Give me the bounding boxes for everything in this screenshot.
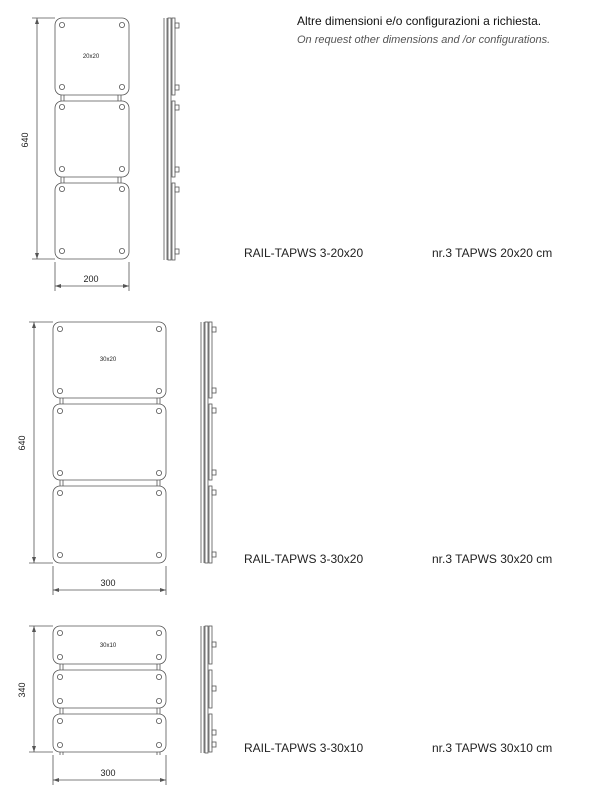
width-dimension-label: 300 — [100, 768, 116, 778]
product-description: nr.3 TAPWS 30x20 cm — [432, 552, 553, 566]
config-1-side-view — [164, 18, 179, 260]
note-english: On request other dimensions and /or configurations. — [297, 34, 551, 46]
product-description: nr.3 TAPWS 20x20 cm — [432, 246, 553, 260]
product-code: RAIL-TAPWS 3-30x10 — [244, 741, 364, 755]
height-dimension-label: 640 — [20, 132, 30, 148]
height-dimension-label: 640 — [17, 435, 27, 451]
panel — [53, 714, 166, 752]
config-2-side-view — [201, 322, 216, 563]
panel — [55, 183, 129, 259]
width-dimension-label: 300 — [100, 578, 116, 588]
panel — [55, 101, 129, 177]
config-2-front-view — [29, 322, 166, 595]
panel — [53, 486, 166, 563]
panel-label: 20x20 — [82, 54, 100, 60]
product-description: nr.3 TAPWS 30x10 cm — [432, 741, 553, 755]
panel-label: 30x10 — [99, 643, 117, 649]
panel-label: 30x20 — [99, 357, 117, 363]
config-3-side-view — [201, 626, 216, 753]
product-code: RAIL-TAPWS 3-30x20 — [244, 552, 364, 566]
height-dimension-label: 340 — [17, 682, 27, 698]
config-3-front-view — [29, 626, 166, 785]
note-italian: Altre dimensioni e/o configurazioni a richiesta. — [297, 14, 542, 28]
width-dimension-label: 200 — [83, 274, 99, 284]
config-1-front-view — [32, 18, 129, 291]
panel — [53, 404, 166, 480]
panel — [53, 670, 166, 708]
product-code: RAIL-TAPWS 3-20x20 — [244, 246, 364, 260]
